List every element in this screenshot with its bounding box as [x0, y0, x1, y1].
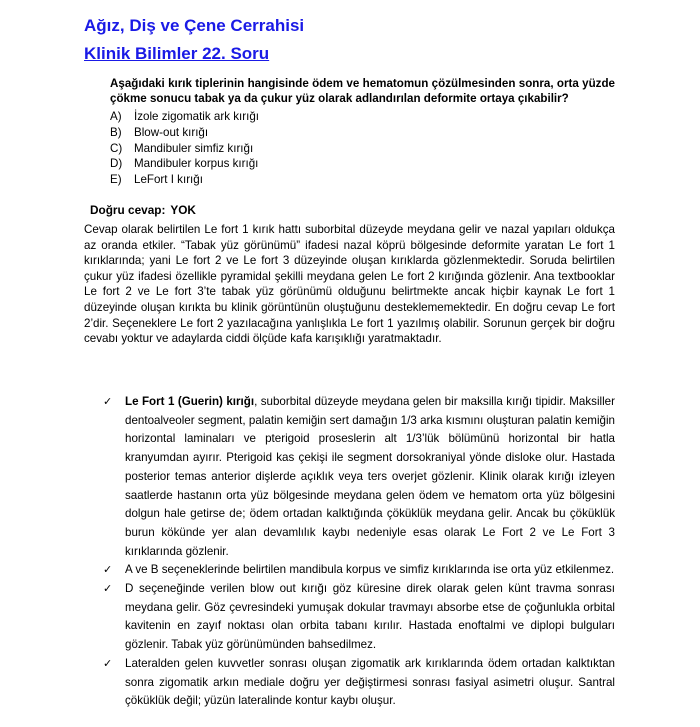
correct-answer-value: YOK — [170, 203, 196, 217]
option-letter: D) — [110, 157, 123, 171]
option-e — [110, 172, 259, 188]
checklist-item-text: D seçeneğinde verilen blow out kırığı göz küresine direk olarak gelen künt travma sonrası meydana gelir. Göz çevresindeki yumuşak dokular travmayı absorbe etse de çoğunlukla orbital kavitenin en zayıf noktası olan orbita tabanı kırılır. Hastada enoftalmi ve diplopi bulguları gözlenir. Tabak yüz görünümünden bahsedilmez. — [125, 582, 615, 652]
option-text: Mandibuler simfiz kırığı — [134, 141, 254, 155]
option-d — [110, 156, 259, 172]
option-c — [110, 141, 259, 157]
checklist-item — [103, 655, 615, 711]
correct-answer-label: Doğru cevap: — [90, 203, 166, 217]
checklist-item — [103, 561, 615, 580]
checkmark-icon: ✓ — [103, 564, 113, 577]
checklist-item-text: A ve B seçeneklerinde belirtilen mandibula korpus ve simfiz kırıklarında ise orta yüz etkilenmez. — [125, 563, 615, 577]
option-text: Mandibuler korpus kırığı — [134, 157, 259, 171]
question-number-heading: Klinik Bilimler 22. Soru — [84, 44, 270, 63]
checkmark-icon: ✓ — [103, 583, 113, 596]
checklist-item — [103, 393, 615, 561]
option-letter: A) — [110, 110, 122, 123]
option-letter: B) — [110, 125, 122, 139]
option-letter: E) — [110, 173, 122, 187]
checklist-item — [103, 580, 615, 655]
checkmark-icon: ✓ — [103, 657, 113, 670]
option-text: LeFort I kırığı — [134, 173, 203, 187]
option-letter: C) — [110, 141, 123, 155]
correct-answer — [90, 203, 196, 217]
option-a — [110, 109, 259, 125]
checklist-item-text: , suborbital düzeyde meydana gelen bir maksilla kırığı tipidir. Maksiller dentoalveoler segment, palatin kemiğin sert damağın 1/3 arka kısmını oluşturan palatin kemiğin horizontal laminaları ve pterigoid proseslerin alt 1/3’lük bölümünü horizontal bir hatla kranyumdan ayırır. Pterigoid kas çekişi ile segment dorsokraniyal yönde disloke olur. Hastada posterior temas anterior dişlerde açıklık veya ters overjet gözlenir. Klinik olarak kırığı izleyen saatlerde hastanın orta yüz bölgesinde meydana gelen ödem ve hematom orta yüz bölgesini dolgun hale getirse de; ödem ortadan kalktığında çöküklük meydana gelir. Ancak bu çöküklük burun kökünde yer alan devamlılık kaybı nedeniyle esas olarak Le Fort 2 ve Le Fort 3 kırıklarında gözlenir. — [125, 395, 615, 558]
question-text: Aşağıdaki kırık tiplerinin hangisinde ödem ve hematomun çözülmesinden sonra, orta yüzde çökme sonucu tabak ya da çukur yüz olarak adlandırılan deformite ortaya çıkabilir? — [110, 77, 615, 105]
checkmark-icon: ✓ — [103, 396, 113, 408]
checklist-item-text: Lateralden gelen kuvvetler sonrası oluşan zigomatik ark kırıklarında ödem ortadan kalktıktan sonra zigomatik arkın mediale doğru yer değiştirmesi sonrası fasiyal asimetri oluşur. Santral çöküklük değil; yüzün lateralinde kontur kaybı oluşur. — [125, 656, 615, 708]
explanation-paragraph: Cevap olarak belirtilen Le fort 1 kırık hattı suborbital düzeyde meydana gelir ve nazal yapıları oldukça az oranda etkiler. “Tabak yüz görünümü” ifadesi nazal köprü bölgesinde deformite yaratan Le fort 1 kırıklarında; yani Le fort 2 ve Le fort 3 düzeyinde oluşan kırıklarda gözlenmektedir. Soruda belirtilen çukur yüz ifadesi özellikle pyramidal şekilli meydana gelen Le fort 2 kırığında gözlenir. Ana textbooklar Le fort 2 ve Le fort 3’te tabak yüz görünümü olduğunu belirtmekte ancak hiçbir kaynak Le fort 1 düzeyinde oluşan kırıkta bu klinik görüntünün oluştuğunu desteklememektedir. En doğru cevap Le fort 2’dir. Seçeneklere Le fort 2 yazılacağına yanlışlıkla Le fort 1 yazılmış olabilir. Sorunun gerçek bir doğru cevabı yoktur ve adaylarda ciddi ölçüde kafa karışıklığı yaratmaktadır. — [84, 223, 615, 346]
option-text: İzole zigomatik ark kırığı — [134, 110, 259, 123]
document-title: Ağız, Diş ve Çene Cerrahisi — [84, 16, 305, 35]
option-b — [110, 125, 259, 141]
answer-options — [110, 109, 259, 188]
checklist — [103, 393, 615, 711]
option-text: Blow-out kırığı — [134, 125, 209, 139]
checklist-item-lead: Le Fort 1 (Guerin) kırığı — [125, 395, 255, 408]
